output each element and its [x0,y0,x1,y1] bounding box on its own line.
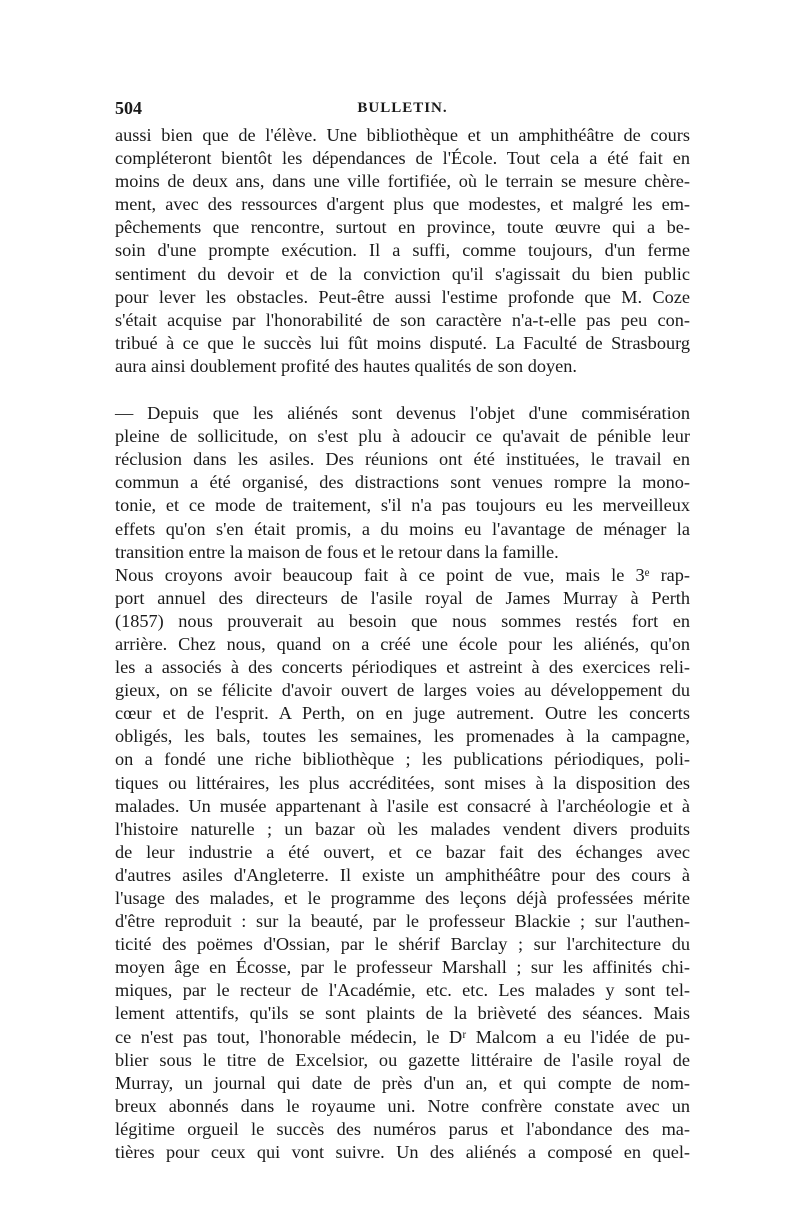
text-line: réclusion dans les asiles. Des réunions ont été instituées, le travail en [115,449,690,470]
text-line: tribué à ce que le succès lui fût moins disputé. La Faculté de Strasbourg [115,332,690,353]
text-line: port annuel des directeurs de l'asile royal de James Murray à Perth [115,587,690,608]
text-line: l'usage des malades, et le programme des leçons déjà professées mérite [115,888,690,908]
text-line: cœur et de l'esprit. A Perth, on en juge autrement. Outre les concerts [115,703,690,724]
text-line: malades. Un musée appartenant à l'asile est consacré à l'archéologie et à [115,795,690,816]
text-line: lement attentifs, qu'ils se sont plaints de la brièveté des séances. Mais [115,1003,690,1024]
text-line: l'histoire naturelle ; un bazar où les malades vendent divers produits [115,818,690,839]
text-line: moins de deux ans, dans une ville fortifiée, où le terrain se mesure chère- [115,171,690,192]
text-line: légitime orgueil le succès des numéros parus et l'abondance des ma- [115,1118,690,1139]
text-line: d'autres asiles d'Angleterre. Il existe un amphithéâtre pour des cours à [115,864,690,885]
text-line: aura ainsi doublement profité des hautes qualités de son doyen. [115,355,577,376]
text-line: arrière. Chez nous, quand on a créé une école pour les aliénés, qu'on [115,633,690,654]
text-line: gieux, on se félicite d'avoir ouvert de larges voies au développement du [115,680,690,701]
text-line: moyen âge en Écosse, par le professeur Marshall ; sur les affinités chi- [115,957,690,978]
text-line: (1857) nous prouverait au besoin que nous sommes restés fort en [115,610,690,631]
text-line: commun a été organisé, des distractions sont venues rompre la mono- [115,472,690,493]
page-header [115,98,690,120]
text-line: blier sous le titre de Excelsior, ou gazette littéraire de l'asile royal de [115,1049,690,1070]
text-line: Nous croyons avoir beaucoup fait à ce point de vue, mais le 3ᵉ rap- [115,564,690,585]
running-head: BULLETIN. [357,100,448,116]
text-line: sentiment du devoir et de la conviction qu'il s'agissait du bien public [115,263,690,284]
text-line: effets qu'on s'en était promis, a du moins eu l'avantage de ménager la [115,518,690,539]
text-line: breux abonnés dans le royaume uni. Notre confrère constate avec un [115,1095,690,1116]
page-number: 504 [115,98,142,118]
text-line: soin d'une prompte exécution. Il a suffi, comme toujours, d'un ferme [115,240,690,261]
text-line: transition entre la maison de fous et le retour dans la famille. [115,541,559,562]
text-line: obligés, les bals, toutes les semaines, les promenades à la campagne, [115,726,690,747]
text-line: tonie, et ce mode de traitement, s'il n'a pas toujours eu les merveilleux [115,495,690,516]
text-line: s'était acquise par l'honorabilité de son caractère n'a-t-elle pas peu con- [115,309,690,330]
text-line: pêchements que rencontre, surtout en province, toute œuvre qui a be- [115,217,690,238]
text-line: on a fondé une riche bibliothèque ; les publications périodiques, poli- [115,749,690,770]
text-line: d'être reproduit : sur la beauté, par le professeur Blackie ; sur l'authen- [115,911,690,932]
text-line: Murray, un journal qui date de près d'un an, et qui compte de nom- [115,1072,690,1093]
text-line: ticité des poëmes d'Ossian, par le shérif Barclay ; sur l'architecture du [115,934,690,955]
paragraph-2 [115,402,690,564]
text-line: tières pour ceux qui vont suivre. Un des aliénés a composé en quel- [115,1142,690,1163]
text-line: pleine de sollicitude, on s'est plu à adoucir ce qu'avait de pénible leur [115,426,690,447]
paragraph-3 [115,564,690,1164]
text-line: ce n'est pas tout, l'honorable médecin, le Dʳ Malcom a eu l'idée de pu- [115,1026,690,1047]
body-text [115,124,690,1164]
text-line: — Depuis que les aliénés sont devenus l'objet d'une commisération [115,403,690,424]
text-line: de leur industrie a été ouvert, et ce bazar fait des échanges avec [115,841,690,862]
text-line: les a associés à des concerts périodiques et astreint à des exercices reli- [115,657,690,678]
paragraph-1 [115,124,690,378]
text-line: pour lever les obstacles. Peut-être aussi l'estime profonde que M. Coze [115,286,690,307]
text-line: ment, avec des ressources d'argent plus que modestes, et malgré les em- [115,194,690,215]
text-line: compléteront bientôt les dépendances de l'École. Tout cela a été fait en [115,148,690,169]
text-line: miques, par le recteur de l'Académie, etc. etc. Les malades y sont tel- [115,980,690,1001]
text-line: aussi bien que de l'élève. Une bibliothèque et un amphithéâtre de cours [115,125,690,145]
text-line: tiques ou littéraires, les plus accréditées, sont mises à la disposition des [115,772,690,793]
